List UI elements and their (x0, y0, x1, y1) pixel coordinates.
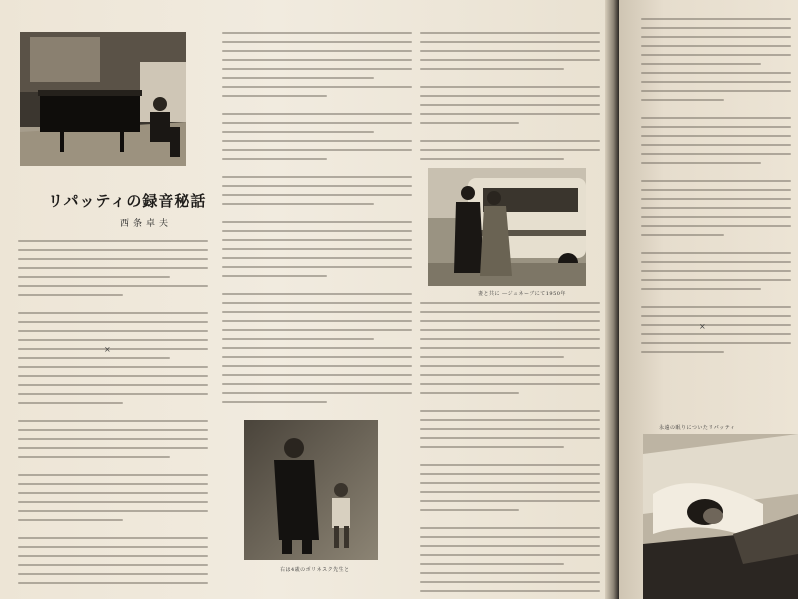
book-gutter (605, 0, 619, 599)
text-column-3-lower (420, 302, 600, 592)
photo-bus (428, 168, 586, 286)
piano-photo-image (20, 32, 186, 166)
right-page (619, 0, 798, 599)
section-separator-1: × (104, 345, 111, 354)
photo-bed (643, 434, 798, 599)
article-title: リパッティの録音秘話 (48, 192, 207, 210)
section-separator-3: × (699, 322, 706, 331)
text-column-3-upper (420, 32, 600, 167)
photo-piano (20, 32, 186, 166)
photo-child (244, 420, 378, 560)
text-column-right (641, 18, 791, 428)
text-column-1 (18, 240, 208, 590)
child-photo-image (244, 420, 378, 560)
article-author: 西条卓夫 (120, 219, 173, 229)
caption-child-photo: 右は4歳のポリネスク先生と (280, 567, 350, 573)
caption-bed-photo: 永遠の眠りについたリパッティ (659, 425, 736, 431)
caption-bus-photo: 妻と共に ―ジュネーブにて1950年 (478, 291, 566, 297)
text-column-2 (222, 32, 412, 412)
bed-photo-image (643, 434, 798, 599)
bus-photo-image (428, 168, 586, 286)
